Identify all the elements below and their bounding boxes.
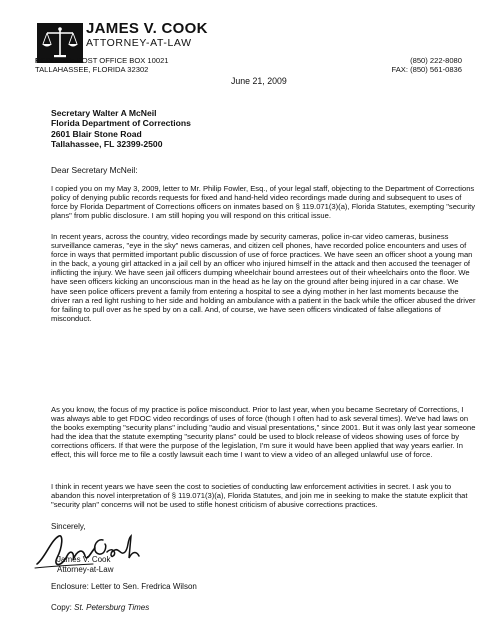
address-line-1: POST OFFICE BOX 10021: [76, 56, 169, 65]
copy-label: Copy:: [51, 603, 72, 612]
closing: Sincerely,: [51, 522, 86, 531]
reply-to-label: REPLY TO:: [35, 56, 75, 65]
signer-title: Attorney-at-Law: [57, 564, 114, 574]
enclosure-note: Enclosure: Letter to Sen. Fredrica Wilson: [51, 582, 197, 591]
body-paragraph-3: As you know, the focus of my practice is police misconduct. Prior to last year, when you became Secretary of Corrections, I was always able to get FDOC video recordings of uses of force (though I often had to ask several times). We've had laws on the books exempting "security plans" including "audio and visual presentations," since 2001. But it was only last year someone had the idea that the statute exempting "security plans" could be used to block release of videos showing uses of force by corrections officers. If that were the purpose of the legislation, I'm sure it would have been applied that way years earlier. In effect, this will force me to file a costly lawsuit each time I want to view a video of an alleged unlawful use of force.: [51, 405, 476, 460]
phone-number: (850) 222-8080: [410, 56, 462, 65]
recipient-line-4: Tallahassee, FL 32399-2500: [51, 139, 163, 150]
letterhead-phones: [392, 57, 463, 75]
letterhead-name: JAMES V. COOK: [86, 20, 208, 37]
letterhead-address: [35, 57, 169, 75]
recipient-line-1: Secretary Walter A McNeil: [51, 108, 157, 118]
copy-note: [51, 603, 149, 612]
letter-date: June 21, 2009: [231, 76, 287, 86]
signer-block: [57, 555, 113, 574]
recipient-line-2: Florida Department of Corrections: [51, 118, 191, 129]
signer-name: James V. Cook: [57, 555, 111, 564]
body-paragraph-2: In recent years, across the country, video recordings made by security cameras, police in-car video cameras, business surveillance cameras, "eye in the sky" news cameras, and citizen cell phones, have recorded police encounters and uses of force in ways that permitted important public discussion of use of force practices. We have seen an officer shoot a young man in the back, a young girl attacked in a jail cell by an officer who injured himself in the attack and then accused the teenager of inflicting the injury. We have seen jail officers dumping wheelchair bound arrestees out of their wheelchairs onto the floor. We have seen officers kicking an unconscious man in the head as he lay on the ground after being injured in a car chase. We have seen police officers prevent a family from entering a hospital to see a dying mother in her last moments because the driver ran a red light rushing to her side and holding an ambulance with a patient in the back while the officer abused the driver for failing to pull over as he sped by on a call. And, of course, we have seen officers vindicated of false allegations of misconduct.: [51, 232, 476, 323]
letterhead-title: ATTORNEY-AT-LAW: [86, 37, 192, 49]
address-line-2: TALLAHASSEE, FLORIDA 32302: [35, 64, 149, 74]
recipient-block: [51, 108, 191, 150]
copy-recipient: St. Petersburg Times: [74, 603, 150, 612]
recipient-line-3: 2601 Blair Stone Road: [51, 128, 142, 139]
body-paragraph-1: I copied you on my May 3, 2009, letter to Mr. Philip Fowler, Esq., of your legal staff, objecting to the Department of Corrections policy of denying public records requests for fixed and hand-held video recordings made during and subsequent to uses of force by Florida Department of Corrections officers on inmates based on § 119.071(3)(a), Florida Statutes, exempting "security plans" from public disclosure. I am still hoping you will respond on this critical issue.: [51, 184, 476, 221]
fax-number: FAX: (850) 561-0836: [391, 64, 462, 74]
body-paragraph-4: I think in recent years we have seen the cost to societies of conducting law enforcement activities in secret. I ask you to abandon this novel interpretation of § 119.071(3)(a), Florida Statutes, and join me in seeking to make the statute explicit that "security plan" concerns will not be used to stifle honest criticism of abusive corrections practices.: [51, 482, 468, 510]
salutation: Dear Secretary McNeil:: [51, 165, 138, 175]
